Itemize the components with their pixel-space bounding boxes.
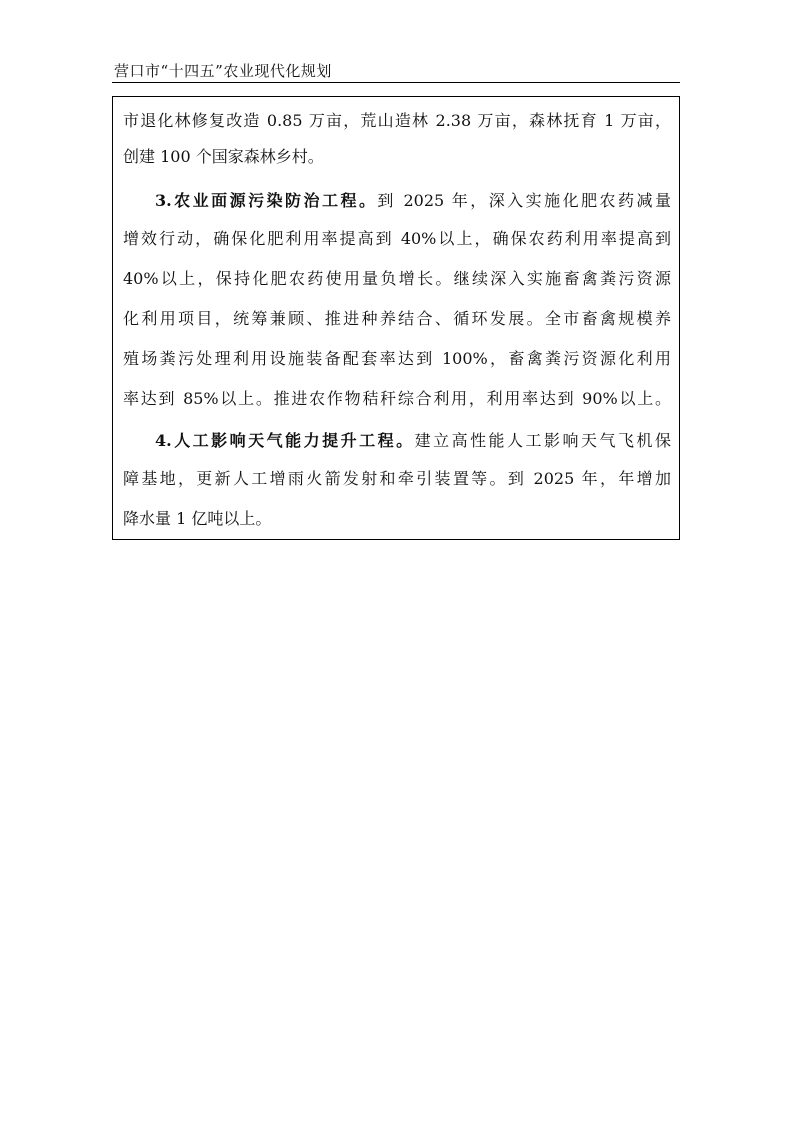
item3-line: 殖场粪污处理利用设施装备配套率达到 100%，畜禽粪污资源化利用 bbox=[123, 349, 671, 368]
item3-line: 化利用项目，统筹兼顾、推进种养结合、循环发展。全市畜禽规模养 bbox=[123, 309, 671, 328]
item3-line: 增效行动，确保化肥利用率提高到 40%以上，确保农药利用率提高到 bbox=[123, 229, 671, 248]
item3-heading: 3.农业面源污染防治工程。 bbox=[155, 191, 378, 210]
item4-line: 障基地，更新人工增雨火箭发射和牵引装置等。到 2025 年，年增加 bbox=[123, 469, 671, 488]
paragraph-line: 市退化林修复改造 0.85 万亩，荒山造林 2.38 万亩，森林抚育 1 万亩， bbox=[123, 111, 671, 130]
item3-first-line bbox=[155, 191, 671, 211]
item3-line: 40%以上，保持化肥农药使用量负增长。继续深入实施畜禽粪污资源 bbox=[123, 269, 671, 288]
item4-first-line-rest: 建立高性能人工影响天气飞机保 bbox=[414, 431, 671, 450]
item4-first-line bbox=[155, 431, 671, 451]
paragraph-line: 创建 100 个国家森林乡村。 bbox=[123, 147, 324, 166]
header-divider bbox=[112, 82, 680, 83]
content-box bbox=[112, 96, 680, 540]
item4-heading: 4.人工影响天气能力提升工程。 bbox=[155, 431, 415, 450]
item3-first-line-rest: 到 2025 年，深入实施化肥农药减量 bbox=[377, 191, 671, 210]
item4-line: 降水量 1 亿吨以上。 bbox=[123, 509, 272, 528]
page-header: 营口市“十四五”农业现代化规划 bbox=[114, 62, 332, 80]
item3-line: 率达到 85%以上。推进农作物秸秆综合利用，利用率达到 90%以上。 bbox=[123, 389, 671, 408]
